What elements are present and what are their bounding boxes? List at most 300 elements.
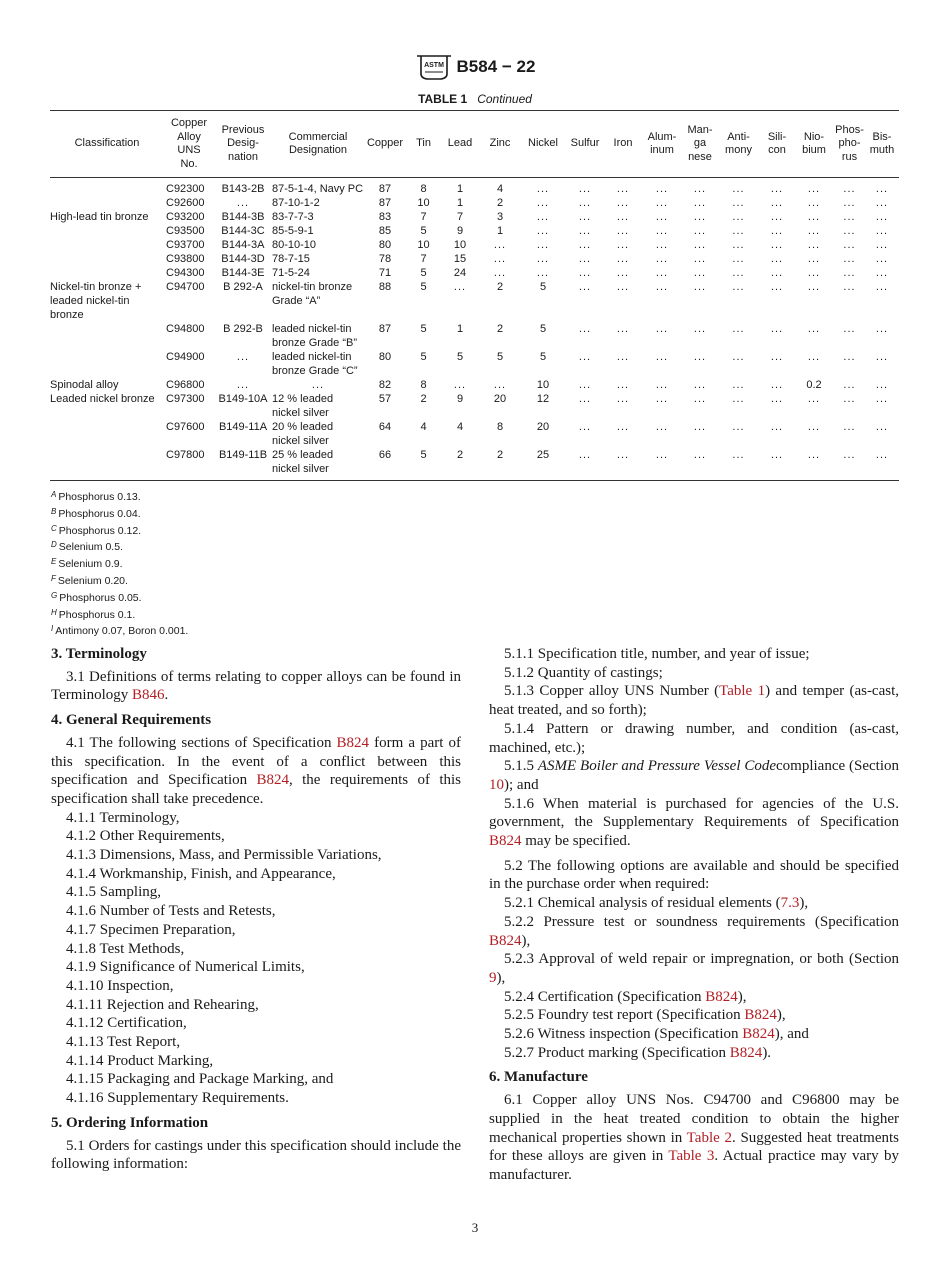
uns-cell: C93800 bbox=[166, 253, 205, 265]
value-cell: 4 bbox=[496, 183, 504, 195]
value-cell: ... bbox=[655, 281, 669, 293]
cross-reference-link[interactable]: B824 bbox=[744, 1007, 777, 1024]
value-cell: ... bbox=[616, 225, 630, 237]
value-cell: ... bbox=[875, 323, 889, 335]
value-cell: ... bbox=[493, 239, 507, 251]
value-cell: ... bbox=[536, 239, 550, 251]
table-row bbox=[50, 210, 899, 224]
classification-cell bbox=[50, 322, 164, 350]
value-cell: ... bbox=[655, 323, 669, 335]
value-cell: ... bbox=[834, 448, 865, 481]
table-row bbox=[50, 224, 899, 238]
standard-number: B584 − 22 bbox=[456, 57, 536, 76]
column-header: Iron bbox=[605, 111, 641, 178]
commercial-designation-cell: 20 % leaded nickel silver bbox=[272, 421, 334, 447]
value-cell: ... bbox=[616, 393, 630, 405]
value-cell: ... bbox=[655, 197, 669, 209]
value-cell: ... bbox=[616, 197, 630, 209]
value-cell: ... bbox=[770, 323, 784, 335]
value-cell: 57 bbox=[378, 393, 392, 405]
previous-designation-cell: B144-3D bbox=[221, 253, 265, 265]
previous-designation-cell: B149-10A bbox=[218, 393, 268, 405]
value-cell: 5 bbox=[420, 267, 427, 279]
value-cell: ... bbox=[843, 197, 856, 209]
value-cell: ... bbox=[807, 197, 821, 209]
table-row bbox=[50, 448, 899, 481]
table-continued: Continued bbox=[477, 92, 532, 106]
list-item: 4.1.7 Specimen Preparation, bbox=[66, 921, 236, 938]
value-cell: ... bbox=[807, 351, 821, 363]
table-row bbox=[50, 196, 899, 210]
classification-cell bbox=[50, 238, 164, 252]
value-cell: ... bbox=[807, 393, 821, 405]
paragraph: 5.2 The following options are available and should be specified in the purchase order when required: bbox=[489, 857, 899, 893]
value-cell: 5 bbox=[539, 281, 547, 293]
uns-cell: C97800 bbox=[164, 448, 214, 481]
value-cell: 5 bbox=[406, 448, 441, 481]
classification-cell: Nickel-tin bronze + leaded nickel-tin bronze bbox=[50, 281, 142, 321]
value-cell: 24 bbox=[453, 267, 467, 279]
value-cell: 8 bbox=[420, 379, 427, 391]
value-cell: ... bbox=[875, 225, 889, 237]
cross-reference-link[interactable]: B846 bbox=[132, 687, 165, 704]
value-cell: ... bbox=[655, 239, 669, 251]
page-header bbox=[0, 52, 950, 82]
section-heading: 6. Manufacture bbox=[489, 1069, 588, 1086]
commercial-designation-cell: 83-7-7-3 bbox=[272, 211, 314, 223]
cross-reference-link[interactable]: 9 bbox=[489, 969, 497, 986]
value-cell: 66 bbox=[364, 448, 406, 481]
value-cell: ... bbox=[732, 267, 745, 279]
value-cell: ... bbox=[732, 323, 745, 335]
value-cell: 7 bbox=[420, 211, 427, 223]
value-cell: ... bbox=[616, 267, 630, 279]
value-cell: ... bbox=[578, 323, 592, 335]
cross-reference-link[interactable]: Table 3 bbox=[668, 1148, 715, 1165]
column-header: Nio- bium bbox=[794, 111, 834, 178]
column-header: Anti- mony bbox=[717, 111, 760, 178]
paragraph: 5.1.1 Specification title, number, and year of issue; bbox=[504, 646, 810, 662]
value-cell: ... bbox=[693, 197, 707, 209]
previous-designation-cell: B144-3C bbox=[221, 225, 265, 237]
value-cell: ... bbox=[693, 253, 707, 265]
list-item: 4.1.10 Inspection, bbox=[66, 977, 174, 994]
value-cell: ... bbox=[578, 239, 592, 251]
value-cell: ... bbox=[843, 225, 856, 237]
value-cell: 2 bbox=[420, 393, 427, 405]
paragraph: 5.1.4 Pattern or drawing number, and condition (as-cast, machined, etc.); bbox=[489, 720, 899, 756]
commercial-designation-cell: 25 % leaded nickel silver bbox=[272, 448, 364, 481]
value-cell: 4 bbox=[420, 421, 427, 433]
value-cell: 7 bbox=[420, 253, 427, 265]
value-cell: ... bbox=[770, 225, 784, 237]
value-cell: ... bbox=[693, 211, 707, 223]
commercial-designation-cell: 80-10-10 bbox=[272, 239, 317, 251]
value-cell: 83 bbox=[378, 211, 392, 223]
value-cell: ... bbox=[770, 393, 784, 405]
value-cell: 12 bbox=[536, 393, 550, 405]
value-cell: ... bbox=[875, 351, 889, 363]
value-cell: ... bbox=[770, 281, 784, 293]
commercial-designation-cell: 71-5-24 bbox=[272, 267, 310, 279]
section-heading: 4. General Requirements bbox=[51, 712, 212, 729]
value-cell: ... bbox=[875, 239, 889, 251]
cross-reference-link[interactable]: B824 bbox=[705, 988, 738, 1005]
value-cell: ... bbox=[693, 239, 707, 251]
paragraph: 4.1 The following sections of Specification B824 form a part of this specification. In the event of a conflict between this specification and Specification B824, the requirements of this specification shall take precedence. bbox=[51, 734, 462, 807]
uns-cell: C97600 bbox=[166, 421, 205, 433]
footnote: $^H$ Phosphorus 0.1. bbox=[51, 607, 136, 621]
footnote: $^I$ Antimony 0.07, Boron 0.001. bbox=[51, 624, 189, 638]
value-cell: 20 bbox=[493, 393, 507, 405]
list-item: 4.1.5 Sampling, bbox=[66, 884, 162, 901]
value-cell: 71 bbox=[378, 267, 392, 279]
paragraph: 5.2.3 Approval of weld repair or impregnation, or both (Section 9), bbox=[489, 951, 899, 986]
commercial-designation-cell: 78-7-15 bbox=[272, 253, 310, 265]
value-cell: ... bbox=[565, 448, 605, 481]
right-column bbox=[489, 645, 899, 1185]
value-cell: ... bbox=[794, 448, 834, 481]
value-cell: ... bbox=[875, 197, 889, 209]
value-cell: ... bbox=[770, 239, 784, 251]
value-cell: 80 bbox=[378, 239, 392, 251]
classification-cell: Spinodal alloy bbox=[50, 379, 119, 391]
value-cell: ... bbox=[578, 351, 592, 363]
value-cell: 7 bbox=[456, 211, 464, 223]
cross-reference-link[interactable]: 10 bbox=[489, 776, 504, 793]
value-cell: ... bbox=[453, 379, 467, 391]
classification-cell: Leaded nickel bronze bbox=[50, 393, 155, 405]
value-cell: ... bbox=[616, 183, 630, 195]
value-cell: ... bbox=[655, 225, 669, 237]
classification-cell bbox=[50, 196, 164, 210]
classification-cell: High-lead tin bronze bbox=[50, 211, 149, 223]
value-cell: ... bbox=[693, 323, 707, 335]
table-row bbox=[50, 420, 899, 448]
commercial-designation-cell: leaded nickel-tin bronze Grade “B” bbox=[272, 323, 357, 349]
table-footnotes bbox=[51, 488, 188, 639]
table-row bbox=[50, 322, 899, 350]
value-cell: 10 bbox=[453, 239, 467, 251]
value-cell: ... bbox=[770, 253, 784, 265]
value-cell: ... bbox=[616, 253, 630, 265]
table-label: TABLE 1 bbox=[418, 92, 468, 106]
classification-cell bbox=[50, 252, 164, 266]
value-cell: ... bbox=[732, 239, 745, 251]
uns-cell: C93200 bbox=[166, 211, 205, 223]
value-cell: 10 bbox=[536, 379, 550, 391]
value-cell: ... bbox=[843, 281, 856, 293]
value-cell: ... bbox=[453, 281, 467, 293]
value-cell: ... bbox=[578, 211, 592, 223]
classification-cell bbox=[50, 266, 164, 280]
cross-reference-link[interactable]: B824 bbox=[489, 833, 522, 850]
table-row bbox=[50, 238, 899, 252]
column-header: Nickel bbox=[521, 111, 565, 178]
value-cell: ... bbox=[605, 448, 641, 481]
footnote: $^B$ Phosphorus 0.04. bbox=[51, 506, 141, 520]
footnote: $^G$ Phosphorus 0.05. bbox=[51, 590, 142, 604]
value-cell: 9 bbox=[456, 225, 464, 237]
previous-designation-cell: ... bbox=[236, 351, 250, 363]
value-cell: 2 bbox=[496, 323, 504, 335]
column-header: Phos- pho- rus bbox=[834, 111, 865, 178]
value-cell: 9 bbox=[456, 393, 464, 405]
value-cell: ... bbox=[655, 393, 669, 405]
footnote: $^E$ Selenium 0.9. bbox=[51, 557, 123, 571]
value-cell: ... bbox=[875, 253, 889, 265]
value-cell: ... bbox=[807, 267, 821, 279]
classification-cell bbox=[50, 224, 164, 238]
value-cell: ... bbox=[807, 323, 821, 335]
page-number: 3 bbox=[471, 1220, 479, 1235]
cross-reference-link[interactable]: B824 bbox=[489, 932, 522, 949]
uns-cell: C97300 bbox=[166, 393, 205, 405]
value-cell: 1 bbox=[496, 225, 504, 237]
value-cell: ... bbox=[693, 379, 707, 391]
paragraph: 5.1 Orders for castings under this specification should include the following information: bbox=[51, 1137, 461, 1173]
column-header: Tin bbox=[406, 111, 441, 178]
value-cell: ... bbox=[770, 211, 784, 223]
value-cell: ... bbox=[770, 197, 784, 209]
uns-cell: C96800 bbox=[166, 379, 205, 391]
previous-designation-cell: B149-11B bbox=[214, 448, 272, 481]
value-cell: ... bbox=[875, 421, 889, 433]
value-cell: ... bbox=[875, 281, 889, 293]
value-cell: ... bbox=[616, 323, 630, 335]
list-item: 4.1.2 Other Requirements, bbox=[66, 828, 225, 845]
cross-reference-link[interactable]: B824 bbox=[256, 772, 290, 789]
column-header: Man- ga nese bbox=[683, 111, 717, 178]
value-cell: ... bbox=[578, 393, 592, 405]
list-item: 4.1.15 Packaging and Package Marking, and bbox=[66, 1071, 334, 1088]
value-cell: ... bbox=[536, 253, 550, 265]
table-row bbox=[50, 280, 899, 322]
table-row bbox=[50, 378, 899, 392]
table-row bbox=[50, 266, 899, 280]
value-cell: ... bbox=[843, 211, 856, 223]
column-header: Alum- inum bbox=[641, 111, 683, 178]
value-cell: 87 bbox=[378, 183, 392, 195]
value-cell: ... bbox=[807, 211, 821, 223]
composition-table bbox=[50, 110, 899, 481]
paragraph: 5.2.5 Foundry test report (Specification B824), bbox=[504, 1007, 786, 1024]
value-cell: 2 bbox=[479, 448, 521, 481]
value-cell: 1 bbox=[456, 323, 464, 335]
value-cell: ... bbox=[843, 421, 856, 433]
value-cell: 5 bbox=[456, 351, 464, 363]
uns-cell: C94800 bbox=[166, 323, 205, 335]
value-cell: ... bbox=[616, 239, 630, 251]
value-cell: ... bbox=[732, 379, 745, 391]
list-item: 4.1.16 Supplementary Requirements. bbox=[66, 1090, 289, 1107]
value-cell: 5 bbox=[420, 323, 427, 335]
cross-reference-link[interactable]: 7.3 bbox=[780, 895, 800, 912]
value-cell: ... bbox=[616, 281, 630, 293]
footnote: $^D$ Selenium 0.5. bbox=[51, 540, 123, 554]
left-column bbox=[51, 645, 461, 1174]
value-cell: 88 bbox=[378, 281, 392, 293]
cross-reference-link[interactable]: B824 bbox=[336, 734, 370, 751]
value-cell: 87 bbox=[378, 197, 392, 209]
commercial-designation-cell: 87-5-1-4, Navy PC bbox=[272, 183, 364, 195]
value-cell: ... bbox=[875, 211, 889, 223]
list-item: 4.1.12 Certification, bbox=[66, 1015, 187, 1032]
column-header: Commercial Designation bbox=[272, 111, 364, 178]
value-cell: ... bbox=[693, 183, 707, 195]
uns-cell: C92600 bbox=[166, 197, 205, 209]
list-item: 4.1.9 Significance of Numerical Limits, bbox=[66, 959, 305, 976]
column-header: Copper Alloy UNS No. bbox=[164, 111, 214, 178]
value-cell: 87 bbox=[378, 323, 392, 335]
previous-designation-cell: ... bbox=[236, 197, 250, 209]
cross-reference-link[interactable]: Table 2 bbox=[686, 1129, 732, 1146]
value-cell: ... bbox=[578, 253, 592, 265]
previous-designation-cell: B149-11A bbox=[218, 421, 268, 433]
value-cell: 1 bbox=[456, 183, 464, 195]
value-cell: ... bbox=[693, 393, 707, 405]
value-cell: ... bbox=[770, 351, 784, 363]
value-cell: ... bbox=[732, 351, 745, 363]
list-item: 4.1.14 Product Marking, bbox=[66, 1052, 214, 1069]
value-cell: ... bbox=[693, 351, 707, 363]
value-cell: ... bbox=[770, 267, 784, 279]
value-cell: ... bbox=[732, 211, 745, 223]
value-cell: ... bbox=[536, 211, 550, 223]
value-cell: 64 bbox=[378, 421, 392, 433]
value-cell: ... bbox=[843, 253, 856, 265]
commercial-designation-cell: nickel-tin bronze Grade “A” bbox=[272, 281, 353, 307]
classification-cell bbox=[50, 350, 164, 378]
uns-cell: C94700 bbox=[166, 281, 205, 293]
value-cell: 5 bbox=[539, 323, 547, 335]
uns-cell: C92300 bbox=[166, 183, 205, 195]
list-item: 4.1.6 Number of Tests and Retests, bbox=[66, 903, 276, 920]
column-header: Classification bbox=[50, 111, 164, 178]
paragraph: 5.2.7 Product marking (Specification B824). bbox=[504, 1044, 772, 1061]
classification-cell bbox=[50, 178, 164, 197]
previous-designation-cell: B 292-A bbox=[223, 281, 263, 293]
paragraph: 5.2.2 Pressure test or soundness requirements (Specification B824), bbox=[489, 913, 899, 949]
value-cell: 10 bbox=[417, 239, 430, 251]
cross-reference-link[interactable]: Table 1 bbox=[719, 683, 766, 700]
commercial-designation-cell: 87-10-1-2 bbox=[272, 197, 320, 209]
commercial-designation-cell: 85-5-9-1 bbox=[272, 225, 314, 237]
table-row bbox=[50, 252, 899, 266]
value-cell: ... bbox=[616, 211, 630, 223]
section-heading: 5. Ordering Information bbox=[51, 1114, 209, 1131]
value-cell: ... bbox=[732, 421, 745, 433]
classification-cell bbox=[50, 448, 164, 481]
value-cell: 2 bbox=[496, 197, 504, 209]
value-cell: 8 bbox=[420, 183, 427, 195]
paragraph: 3.1 Definitions of terms relating to copper alloys can be found in Terminology B846. bbox=[51, 668, 461, 704]
commercial-designation-cell: 12 % leaded nickel silver bbox=[272, 393, 334, 419]
footnote: $^F$ Selenium 0.20. bbox=[51, 573, 128, 587]
value-cell: ... bbox=[493, 379, 507, 391]
value-cell: ... bbox=[807, 253, 821, 265]
table-row bbox=[50, 392, 899, 420]
value-cell: ... bbox=[693, 281, 707, 293]
uns-cell: C94900 bbox=[166, 351, 205, 363]
column-header: Sulfur bbox=[565, 111, 605, 178]
value-cell: ... bbox=[732, 225, 745, 237]
paragraph: 5.1.3 Copper alloy UNS Number (Table 1) and temper (as-cast, heat treated, and so forth); bbox=[489, 683, 900, 719]
section-heading: 3. Terminology bbox=[51, 646, 147, 662]
value-cell: 3 bbox=[496, 211, 504, 223]
value-cell: ... bbox=[875, 379, 889, 391]
value-cell: ... bbox=[732, 281, 745, 293]
value-cell: ... bbox=[732, 253, 745, 265]
value-cell: ... bbox=[732, 197, 745, 209]
value-cell: 5 bbox=[539, 351, 547, 363]
value-cell: ... bbox=[807, 239, 821, 251]
commercial-designation-cell: leaded nickel-tin bronze Grade “C” bbox=[272, 351, 358, 377]
value-cell: ... bbox=[683, 448, 717, 481]
value-cell: ... bbox=[536, 267, 550, 279]
paragraph: 5.2.1 Chemical analysis of residual elements (7.3), bbox=[504, 895, 809, 912]
value-cell: 0.2 bbox=[806, 379, 822, 391]
paragraph: 6.1 Copper alloy UNS Nos. C94700 and C96800 may be supplied in the heat treated condition to obtain the higher mechanical properties shown in Table 2. Suggested heat treatments for these alloys are given in Table 3. Actual practice may vary by manufacturer. bbox=[489, 1092, 899, 1183]
value-cell: 5 bbox=[420, 351, 427, 363]
value-cell: ... bbox=[578, 267, 592, 279]
value-cell: 1 bbox=[456, 197, 464, 209]
cross-reference-link[interactable]: B824 bbox=[729, 1044, 763, 1061]
value-cell: ... bbox=[655, 183, 669, 195]
paragraph: 5.1.6 When material is purchased for agencies of the U.S. government, the Supplementary Requirements of Specification B824 may be specified. bbox=[489, 795, 899, 850]
value-cell: ... bbox=[760, 448, 794, 481]
cross-reference-link[interactable]: B824 bbox=[742, 1026, 775, 1043]
value-cell: 82 bbox=[378, 379, 392, 391]
value-cell: ... bbox=[655, 351, 669, 363]
commercial-designation-cell: ... bbox=[311, 379, 325, 391]
value-cell: ... bbox=[693, 225, 707, 237]
value-cell: ... bbox=[693, 421, 707, 433]
classification-cell bbox=[50, 420, 164, 448]
value-cell: ... bbox=[843, 351, 856, 363]
value-cell: 10 bbox=[417, 197, 430, 209]
value-cell: 20 bbox=[536, 421, 550, 433]
value-cell: ... bbox=[875, 393, 889, 405]
svg-text:ASTM: ASTM bbox=[423, 62, 444, 69]
value-cell: ... bbox=[641, 448, 683, 481]
value-cell: ... bbox=[843, 393, 856, 405]
value-cell: ... bbox=[655, 253, 669, 265]
list-item: 4.1.1 Terminology, bbox=[66, 809, 180, 826]
value-cell: ... bbox=[578, 379, 592, 391]
list-item: 4.1.3 Dimensions, Mass, and Permissible Variations, bbox=[66, 847, 382, 864]
previous-designation-cell: B144-3B bbox=[221, 211, 265, 223]
value-cell: ... bbox=[493, 253, 507, 265]
value-cell: 80 bbox=[378, 351, 392, 363]
list-item: 4.1.13 Test Report, bbox=[66, 1034, 181, 1051]
value-cell: ... bbox=[578, 183, 592, 195]
uns-cell: C93700 bbox=[166, 239, 205, 251]
value-cell: ... bbox=[717, 448, 760, 481]
value-cell: 5 bbox=[420, 281, 427, 293]
uns-cell: C94300 bbox=[166, 267, 205, 279]
column-header: Zinc bbox=[479, 111, 521, 178]
column-header: Copper bbox=[364, 111, 406, 178]
value-cell: ... bbox=[578, 421, 592, 433]
previous-designation-cell: ... bbox=[236, 379, 250, 391]
value-cell: ... bbox=[843, 267, 856, 279]
paragraph: 5.2.6 Witness inspection (Specification B824), and bbox=[504, 1026, 809, 1043]
column-header: Bis- muth bbox=[865, 111, 899, 178]
value-cell: ... bbox=[578, 225, 592, 237]
value-cell: ... bbox=[843, 239, 856, 251]
value-cell: ... bbox=[536, 225, 550, 237]
